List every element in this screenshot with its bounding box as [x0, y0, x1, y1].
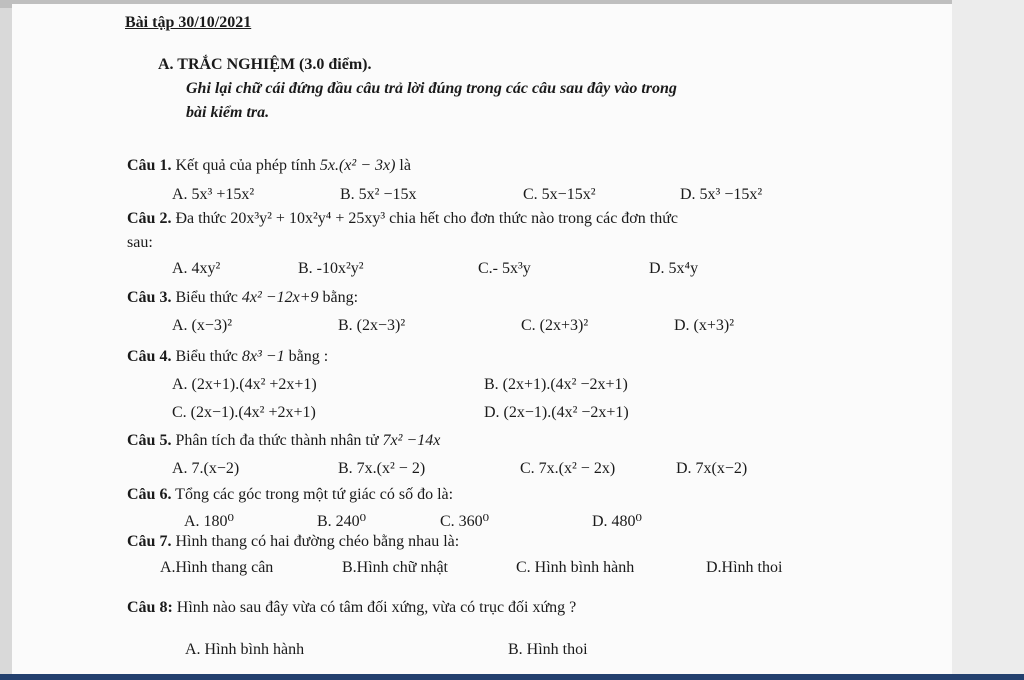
question-text: Kết quả của phép tính	[175, 157, 316, 174]
question-math: 4x² −12x+9	[241, 289, 319, 306]
option-6b: B. 240⁰	[317, 513, 367, 530]
bottom-bar	[0, 674, 1024, 680]
option-4d: D. (2x−1).(4x² −2x+1)	[484, 404, 629, 421]
option-4c: C. (2x−1).(4x² +2x+1)	[172, 404, 316, 421]
option-2b: B. -10x²y²	[298, 260, 364, 277]
option-3a: A. (x−3)²	[172, 317, 233, 334]
option-5c: C. 7x.(x² − 2x)	[520, 460, 616, 477]
option-3b: B. (2x−3)²	[338, 317, 406, 334]
option-7d: D.Hình thoi	[706, 559, 783, 576]
option-8b: B. Hình thoi	[508, 641, 588, 658]
question-2-line-2: sau:	[127, 234, 153, 251]
question-3	[127, 289, 358, 307]
question-text: Biểu thức	[175, 289, 238, 306]
document-page	[12, 4, 952, 680]
question-4	[127, 348, 328, 366]
option-2a: A. 4xy²	[172, 260, 221, 277]
question-text: Hình thang có hai đường chéo bằng nhau là:	[175, 533, 460, 550]
option-5d: D. 7x(x−2)	[676, 460, 748, 477]
question-text: Biểu thức	[175, 348, 238, 365]
question-suffix: bằng:	[322, 289, 359, 306]
question-text: Phân tích đa thức thành nhân tử	[175, 432, 379, 449]
option-5b: B. 7x.(x² − 2)	[338, 460, 426, 477]
question-text: Hình nào sau đây vừa có tâm đối xứng, vừa có trục đối xứng ?	[176, 599, 577, 616]
question-label: Câu 3.	[127, 289, 172, 306]
question-7	[127, 533, 459, 551]
option-4b: B. (2x+1).(4x² −2x+1)	[484, 376, 628, 393]
option-6a: A. 180⁰	[184, 513, 234, 530]
option-5a: A. 7.(x−2)	[172, 460, 240, 477]
question-6	[127, 486, 453, 504]
option-6d: D. 480⁰	[592, 513, 642, 530]
option-7a: A.Hình thang cân	[160, 559, 274, 576]
question-8	[127, 599, 576, 617]
option-1b: B. 5x² −15x	[340, 186, 417, 203]
option-7b: B.Hình chữ nhật	[342, 559, 448, 576]
option-1a: A. 5x³ +15x²	[172, 186, 255, 203]
question-label: Câu 2.	[127, 210, 172, 227]
question-math: 7x² −14x	[382, 432, 441, 449]
question-math: 8x³ −1	[241, 348, 285, 365]
section-heading: A. TRẮC NGHIỆM (3.0 điểm).	[158, 56, 372, 73]
option-2d: D. 5x⁴y	[649, 260, 699, 277]
question-suffix: là	[399, 157, 411, 174]
option-8a: A. Hình bình hành	[185, 641, 305, 658]
question-label: Câu 5.	[127, 432, 172, 449]
right-margin	[952, 0, 1024, 680]
question-label: Câu 1.	[127, 157, 172, 174]
question-label: Câu 6.	[127, 486, 172, 503]
option-2c: C.- 5x³y	[478, 260, 531, 277]
option-6c: C. 360⁰	[440, 513, 490, 530]
option-7c: C. Hình bình hành	[516, 559, 635, 576]
question-label: Câu 4.	[127, 348, 172, 365]
question-suffix: bằng :	[288, 348, 329, 365]
question-math: 5x.(x² − 3x)	[319, 157, 396, 174]
instruction-line-1: Ghi lại chữ cái đứng đầu câu trả lời đúng trong các câu sau đây vào trong	[186, 80, 677, 97]
option-1d: D. 5x³ −15x²	[680, 186, 763, 203]
question-label: Câu 7.	[127, 533, 172, 550]
option-4a: A. (2x+1).(4x² +2x+1)	[172, 376, 317, 393]
document-title: Bài tập 30/10/2021	[125, 14, 252, 31]
option-1c: C. 5x−15x²	[523, 186, 596, 203]
question-text: Tổng các góc trong một tứ giác có số đo là:	[175, 486, 454, 503]
question-1	[127, 157, 411, 175]
option-3c: C. (2x+3)²	[521, 317, 589, 334]
instruction-line-2: bài kiểm tra.	[186, 104, 270, 121]
question-text: Đa thức 20x³y² + 10x²y⁴ + 25xy³ chia hết cho đơn thức nào trong các đơn thức	[175, 210, 678, 227]
option-3d: D. (x+3)²	[674, 317, 735, 334]
question-label: Câu 8:	[127, 599, 173, 616]
question-5	[127, 432, 440, 450]
question-2	[127, 210, 678, 228]
